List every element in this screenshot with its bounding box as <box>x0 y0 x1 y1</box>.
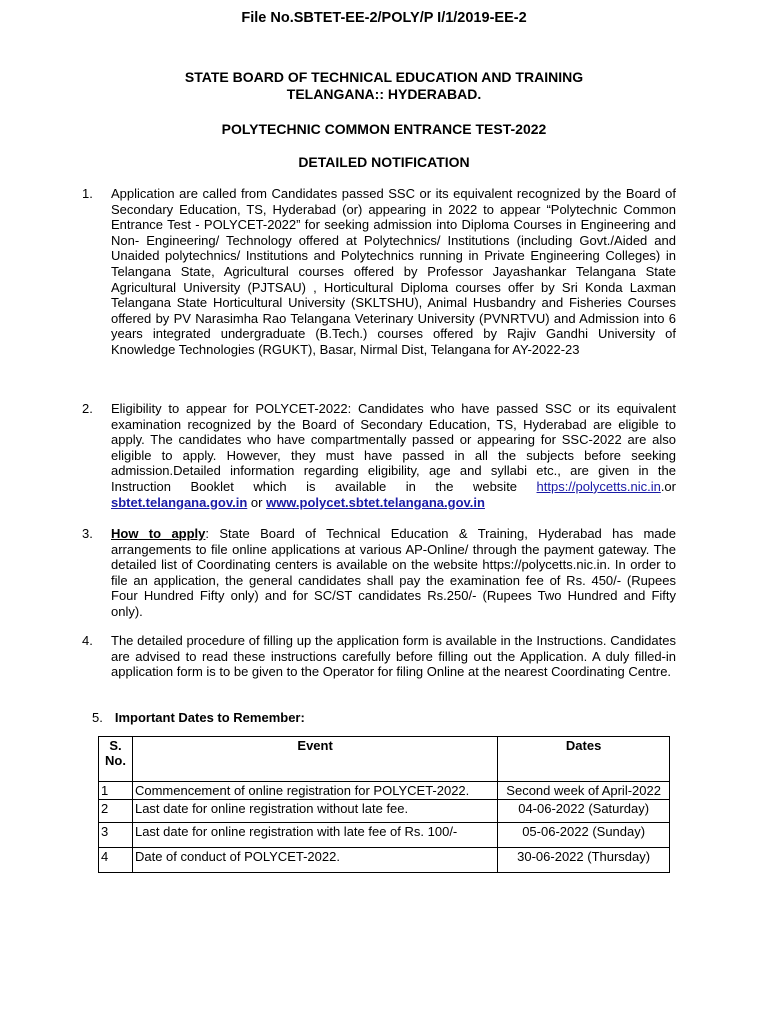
item-text <box>111 526 676 620</box>
sno-header <box>99 737 133 782</box>
notification-title: DETAILED NOTIFICATION <box>298 154 470 170</box>
eligibility-text: Eligibility to appear for POLYCET-2022: Candidates who have passed SSC or its equivalent examination recognized by the Board of Secondary Education, TS, Hyderabad are eligible to apply. The candidates who have compartmentally passed or appearing for SSC-2022 are also eligible to apply. However, they must have passed in all the subjects before seeking admission.Detailed information regarding eligibility, age and syllabi etc., are given in the Instruction Booklet which is available in the website <box>111 401 676 494</box>
sbtet-link[interactable]: sbtet.telangana.gov.in <box>111 494 248 510</box>
important-dates-table <box>98 736 670 873</box>
board-name <box>0 69 768 103</box>
notice-item-2 <box>82 401 676 510</box>
sno-header-line2: No. <box>105 753 126 768</box>
row-event: Commencement of online registration for POLYCET-2022. <box>132 782 497 800</box>
exam-title: POLYTECHNIC COMMON ENTRANCE TEST-2022 <box>221 121 547 137</box>
item-text: Application are called from Candidates passed SSC or its equivalent recognized by the Board of Secondary Education, TS, Hyderabad (or) appearing in 2022 to appear “Polytechnic Common Entrance Test - POLYCET-2022” for seeking admission into Diploma Courses in Engineering and Non- Engineering/ Technology offered at Polytechnics/ Institutions (including Govt./Aided and Unaided polytechnics/ Institutions and Polytechnics running in Private Engineering Colleges) in Telangana State, Agricultural courses offered by Professor Jayashankar Telangana State Agricultural University (PJTSAU) , Horticultural Diploma courses offer by Sri Konda Laxman Telangana State Horticultural University (SKLTSHU), Animal Husbandry and Fisheries Courses offered by PV Narasimha Rao Telangana Veterinary University (PVNRTVU) and Admission into 6 years integrated undergraduate (B.Tech.) courses offered by Rajiv Gandhi University of Knowledge Technologies (RGUKT), Basar, Nirmal Dist, Telangana for AY-2022-23 <box>111 186 676 357</box>
important-dates-title: Important Dates to Remember: <box>114 710 305 725</box>
table-row <box>99 823 670 848</box>
row-sno: 4 <box>99 848 133 873</box>
row-date: 30-06-2022 (Thursday) <box>498 848 670 873</box>
how-to-apply-text: : State Board of Technical Education & Training, Hyderabad has made arrangements to file online applications at various AP-Online/ through the payment gateway. The detailed list of Coordinating centers is available on the website https://polycetts.nic.in. In order to file an application, the general candidates shall pay the examination fee of Rs. 450/- (Rupees Four Hundred Fifty only) and for SC/ST candidates Rs.250/- (Rupees Two Hundred and Fifty only). <box>111 526 676 619</box>
row-date: 04-06-2022 (Saturday) <box>498 800 670 823</box>
dates-header: Dates <box>498 737 670 782</box>
row-event: Last date for online registration with late fee of Rs. 100/- <box>132 823 497 848</box>
row-event: Date of conduct of POLYCET-2022. <box>132 848 497 873</box>
file-number: File No.SBTET-EE-2/POLY/P I/1/2019-EE-2 <box>241 10 527 26</box>
notice-item-1 <box>82 186 676 358</box>
table-header-row <box>99 737 670 782</box>
row-event: Last date for online registration without late fee. <box>132 800 497 823</box>
separator: .or <box>660 478 676 494</box>
board-name-line2: TELANGANA:: HYDERABAD. <box>286 86 482 102</box>
board-name-line1: STATE BOARD OF TECHNICAL EDUCATION AND TRAINING <box>184 69 584 85</box>
table-row <box>99 848 670 873</box>
important-dates-heading <box>92 710 305 725</box>
item-number: 4. <box>82 633 93 648</box>
row-sno: 2 <box>99 800 133 823</box>
row-sno: 3 <box>99 823 133 848</box>
polycet-sbtet-link[interactable]: www.polycet.sbtet.telangana.gov.in <box>266 494 485 510</box>
item-number: 1. <box>82 186 93 201</box>
event-header: Event <box>132 737 497 782</box>
separator: or <box>247 494 267 510</box>
notice-item-4 <box>82 633 676 680</box>
item-number: 3. <box>82 526 93 541</box>
item-number: 2. <box>82 401 93 416</box>
table-row <box>99 782 670 800</box>
item-text <box>111 401 676 510</box>
polycet-nic-link[interactable]: https://polycetts.nic.in <box>536 478 661 494</box>
item-text: The detailed procedure of filling up the application form is available in the Instructions. Candidates are advised to read these instructions carefully before filling out the Application. A duly filled-in application form is to be given to the Operator for filing Online at the nearest Coordinating Centre. <box>111 633 676 680</box>
row-sno: 1 <box>99 782 133 800</box>
how-to-apply-heading: How to apply <box>111 526 206 541</box>
sno-header-line1: S. <box>109 738 122 753</box>
notice-item-3 <box>82 526 676 620</box>
row-date: 05-06-2022 (Sunday) <box>498 823 670 848</box>
table-row <box>99 800 670 823</box>
row-date: Second week of April-2022 <box>498 782 670 800</box>
item-number: 5. <box>92 710 103 725</box>
